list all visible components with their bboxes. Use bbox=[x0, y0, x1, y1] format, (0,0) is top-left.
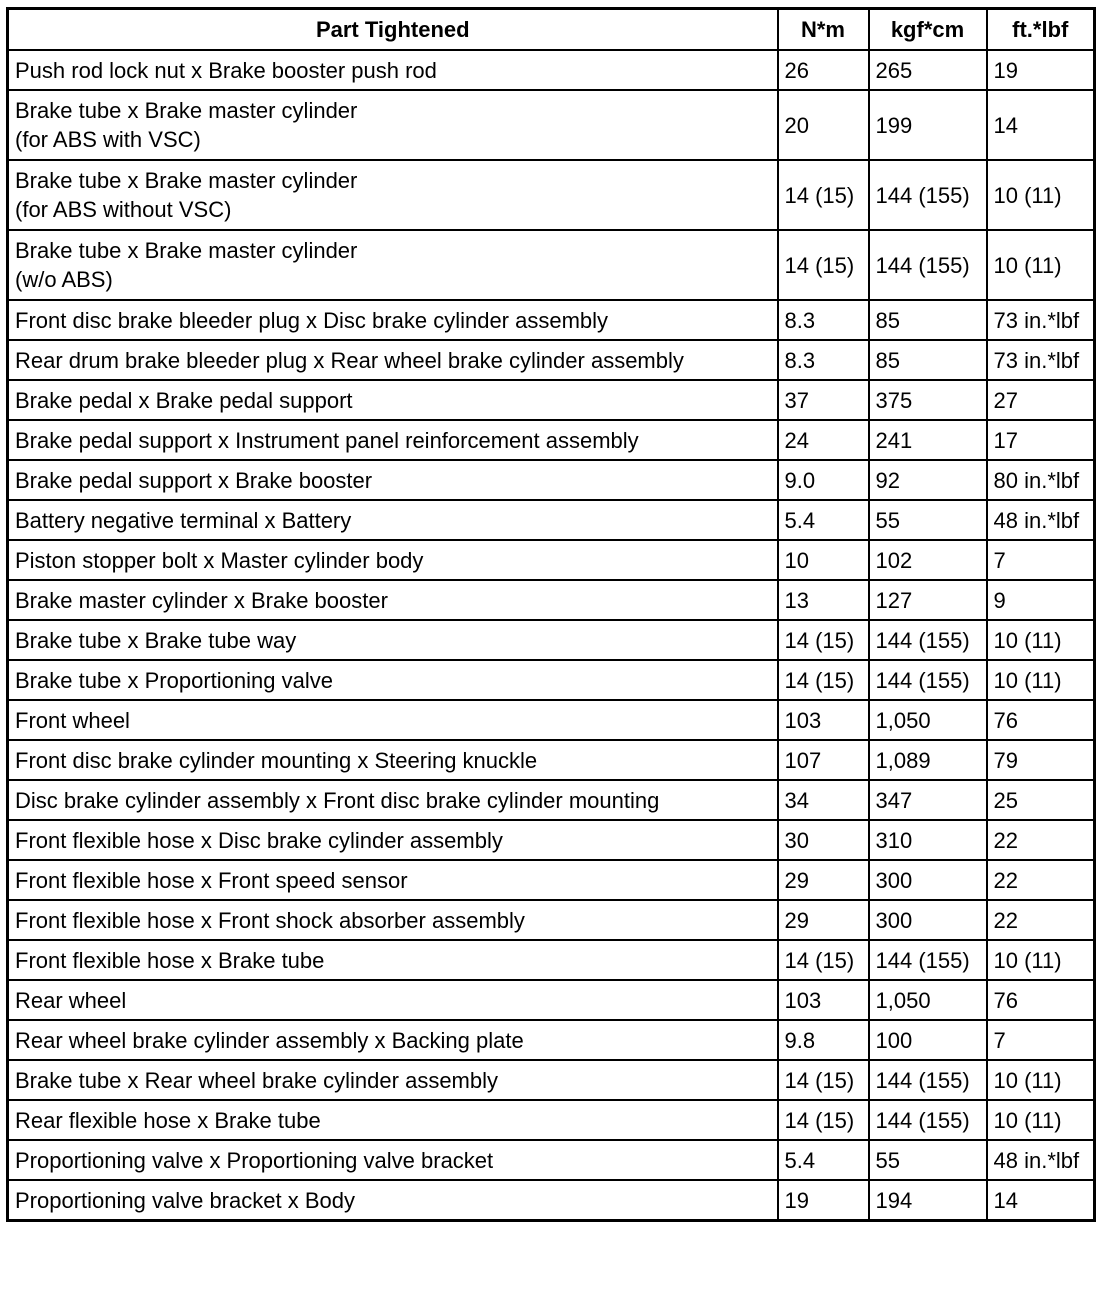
cell-kgf-cm: 144 (155) bbox=[869, 660, 987, 700]
cell-part-tightened: Front flexible hose x Brake tube bbox=[8, 940, 778, 980]
cell-nm: 19 bbox=[778, 1180, 869, 1221]
header-nm: N*m bbox=[778, 9, 869, 51]
cell-part-tightened: Proportioning valve x Proportioning valve bracket bbox=[8, 1140, 778, 1180]
table-row bbox=[8, 340, 1095, 380]
table-header bbox=[8, 9, 1095, 51]
header-kgf-cm: kgf*cm bbox=[869, 9, 987, 51]
cell-nm: 103 bbox=[778, 700, 869, 740]
cell-nm: 14 (15) bbox=[778, 1100, 869, 1140]
table-body bbox=[8, 50, 1095, 1221]
table-row bbox=[8, 420, 1095, 460]
table-row bbox=[8, 740, 1095, 780]
cell-part-tightened: Brake pedal support x Instrument panel reinforcement assembly bbox=[8, 420, 778, 460]
cell-part-tightened: Front disc brake bleeder plug x Disc brake cylinder assembly bbox=[8, 300, 778, 340]
cell-ft-lbf: 7 bbox=[987, 540, 1095, 580]
table-row bbox=[8, 1020, 1095, 1060]
cell-nm: 37 bbox=[778, 380, 869, 420]
cell-nm: 14 (15) bbox=[778, 160, 869, 230]
table-row bbox=[8, 580, 1095, 620]
cell-ft-lbf: 10 (11) bbox=[987, 620, 1095, 660]
cell-nm: 14 (15) bbox=[778, 620, 869, 660]
table-row bbox=[8, 620, 1095, 660]
table-row bbox=[8, 160, 1095, 230]
cell-ft-lbf: 48 in.*lbf bbox=[987, 1140, 1095, 1180]
table-row bbox=[8, 980, 1095, 1020]
table-row bbox=[8, 500, 1095, 540]
cell-kgf-cm: 144 (155) bbox=[869, 230, 987, 300]
cell-nm: 5.4 bbox=[778, 500, 869, 540]
cell-kgf-cm: 199 bbox=[869, 90, 987, 160]
table-row bbox=[8, 900, 1095, 940]
cell-nm: 14 (15) bbox=[778, 230, 869, 300]
table-row bbox=[8, 230, 1095, 300]
table-row bbox=[8, 940, 1095, 980]
cell-kgf-cm: 144 (155) bbox=[869, 940, 987, 980]
cell-kgf-cm: 194 bbox=[869, 1180, 987, 1221]
cell-kgf-cm: 375 bbox=[869, 380, 987, 420]
cell-kgf-cm: 241 bbox=[869, 420, 987, 460]
cell-ft-lbf: 76 bbox=[987, 700, 1095, 740]
table-row bbox=[8, 460, 1095, 500]
table-row bbox=[8, 1180, 1095, 1221]
cell-ft-lbf: 22 bbox=[987, 860, 1095, 900]
cell-part-tightened: Rear wheel bbox=[8, 980, 778, 1020]
cell-kgf-cm: 1,050 bbox=[869, 980, 987, 1020]
cell-kgf-cm: 102 bbox=[869, 540, 987, 580]
header-row bbox=[8, 9, 1095, 51]
table-row bbox=[8, 90, 1095, 160]
cell-kgf-cm: 1,050 bbox=[869, 700, 987, 740]
cell-nm: 30 bbox=[778, 820, 869, 860]
cell-ft-lbf: 10 (11) bbox=[987, 1100, 1095, 1140]
cell-ft-lbf: 17 bbox=[987, 420, 1095, 460]
cell-nm: 107 bbox=[778, 740, 869, 780]
cell-ft-lbf: 9 bbox=[987, 580, 1095, 620]
cell-kgf-cm: 144 (155) bbox=[869, 1100, 987, 1140]
cell-nm: 14 (15) bbox=[778, 660, 869, 700]
cell-nm: 34 bbox=[778, 780, 869, 820]
header-ft-lbf: ft.*lbf bbox=[987, 9, 1095, 51]
cell-nm: 29 bbox=[778, 900, 869, 940]
cell-part-tightened: Brake pedal x Brake pedal support bbox=[8, 380, 778, 420]
cell-part-tightened: Proportioning valve bracket x Body bbox=[8, 1180, 778, 1221]
table-row bbox=[8, 50, 1095, 90]
cell-nm: 24 bbox=[778, 420, 869, 460]
cell-part-tightened: Disc brake cylinder assembly x Front disc brake cylinder mounting bbox=[8, 780, 778, 820]
cell-part-tightened: Brake tube x Rear wheel brake cylinder assembly bbox=[8, 1060, 778, 1100]
cell-part-tightened: Brake tube x Proportioning valve bbox=[8, 660, 778, 700]
cell-part-tightened: Rear flexible hose x Brake tube bbox=[8, 1100, 778, 1140]
cell-ft-lbf: 48 in.*lbf bbox=[987, 500, 1095, 540]
cell-kgf-cm: 144 (155) bbox=[869, 1060, 987, 1100]
torque-spec-table bbox=[6, 7, 1096, 1222]
cell-nm: 20 bbox=[778, 90, 869, 160]
cell-kgf-cm: 1,089 bbox=[869, 740, 987, 780]
table-row bbox=[8, 860, 1095, 900]
cell-ft-lbf: 10 (11) bbox=[987, 940, 1095, 980]
cell-ft-lbf: 22 bbox=[987, 820, 1095, 860]
table-row bbox=[8, 380, 1095, 420]
cell-part-tightened: Front wheel bbox=[8, 700, 778, 740]
cell-kgf-cm: 85 bbox=[869, 340, 987, 380]
cell-nm: 14 (15) bbox=[778, 1060, 869, 1100]
cell-ft-lbf: 7 bbox=[987, 1020, 1095, 1060]
cell-ft-lbf: 79 bbox=[987, 740, 1095, 780]
cell-kgf-cm: 100 bbox=[869, 1020, 987, 1060]
cell-part-tightened: Brake tube x Brake master cylinder (w/o ABS) bbox=[8, 230, 778, 300]
cell-part-tightened: Piston stopper bolt x Master cylinder body bbox=[8, 540, 778, 580]
cell-part-tightened: Front flexible hose x Disc brake cylinder assembly bbox=[8, 820, 778, 860]
cell-part-tightened: Front flexible hose x Front speed sensor bbox=[8, 860, 778, 900]
cell-nm: 26 bbox=[778, 50, 869, 90]
cell-kgf-cm: 85 bbox=[869, 300, 987, 340]
cell-ft-lbf: 10 (11) bbox=[987, 660, 1095, 700]
cell-nm: 8.3 bbox=[778, 300, 869, 340]
cell-part-tightened: Brake tube x Brake master cylinder (for ABS without VSC) bbox=[8, 160, 778, 230]
cell-nm: 5.4 bbox=[778, 1140, 869, 1180]
cell-part-tightened: Brake tube x Brake tube way bbox=[8, 620, 778, 660]
cell-ft-lbf: 73 in.*lbf bbox=[987, 300, 1095, 340]
cell-ft-lbf: 25 bbox=[987, 780, 1095, 820]
cell-part-tightened: Brake pedal support x Brake booster bbox=[8, 460, 778, 500]
cell-part-tightened: Rear drum brake bleeder plug x Rear wheel brake cylinder assembly bbox=[8, 340, 778, 380]
cell-nm: 14 (15) bbox=[778, 940, 869, 980]
cell-kgf-cm: 347 bbox=[869, 780, 987, 820]
cell-part-tightened: Brake master cylinder x Brake booster bbox=[8, 580, 778, 620]
cell-ft-lbf: 14 bbox=[987, 1180, 1095, 1221]
cell-part-tightened: Front disc brake cylinder mounting x Steering knuckle bbox=[8, 740, 778, 780]
cell-part-tightened: Push rod lock nut x Brake booster push rod bbox=[8, 50, 778, 90]
cell-kgf-cm: 300 bbox=[869, 860, 987, 900]
cell-nm: 103 bbox=[778, 980, 869, 1020]
table-row bbox=[8, 300, 1095, 340]
cell-ft-lbf: 22 bbox=[987, 900, 1095, 940]
cell-kgf-cm: 55 bbox=[869, 1140, 987, 1180]
cell-part-tightened: Brake tube x Brake master cylinder (for ABS with VSC) bbox=[8, 90, 778, 160]
cell-ft-lbf: 10 (11) bbox=[987, 230, 1095, 300]
cell-ft-lbf: 27 bbox=[987, 380, 1095, 420]
table-row bbox=[8, 1140, 1095, 1180]
cell-ft-lbf: 10 (11) bbox=[987, 1060, 1095, 1100]
cell-part-tightened: Rear wheel brake cylinder assembly x Backing plate bbox=[8, 1020, 778, 1060]
header-part-tightened: Part Tightened bbox=[8, 9, 778, 51]
cell-ft-lbf: 10 (11) bbox=[987, 160, 1095, 230]
table-row bbox=[8, 1060, 1095, 1100]
cell-ft-lbf: 73 in.*lbf bbox=[987, 340, 1095, 380]
cell-nm: 9.0 bbox=[778, 460, 869, 500]
table-row bbox=[8, 1100, 1095, 1140]
cell-kgf-cm: 265 bbox=[869, 50, 987, 90]
table-row bbox=[8, 660, 1095, 700]
cell-ft-lbf: 14 bbox=[987, 90, 1095, 160]
cell-kgf-cm: 55 bbox=[869, 500, 987, 540]
table-row bbox=[8, 700, 1095, 740]
cell-nm: 13 bbox=[778, 580, 869, 620]
cell-ft-lbf: 76 bbox=[987, 980, 1095, 1020]
cell-kgf-cm: 144 (155) bbox=[869, 620, 987, 660]
cell-kgf-cm: 310 bbox=[869, 820, 987, 860]
cell-part-tightened: Battery negative terminal x Battery bbox=[8, 500, 778, 540]
cell-part-tightened: Front flexible hose x Front shock absorber assembly bbox=[8, 900, 778, 940]
cell-nm: 29 bbox=[778, 860, 869, 900]
table-row bbox=[8, 780, 1095, 820]
cell-nm: 10 bbox=[778, 540, 869, 580]
cell-kgf-cm: 144 (155) bbox=[869, 160, 987, 230]
cell-kgf-cm: 127 bbox=[869, 580, 987, 620]
table-row bbox=[8, 540, 1095, 580]
cell-kgf-cm: 300 bbox=[869, 900, 987, 940]
table-row bbox=[8, 820, 1095, 860]
cell-nm: 8.3 bbox=[778, 340, 869, 380]
cell-ft-lbf: 19 bbox=[987, 50, 1095, 90]
cell-nm: 9.8 bbox=[778, 1020, 869, 1060]
cell-ft-lbf: 80 in.*lbf bbox=[987, 460, 1095, 500]
cell-kgf-cm: 92 bbox=[869, 460, 987, 500]
